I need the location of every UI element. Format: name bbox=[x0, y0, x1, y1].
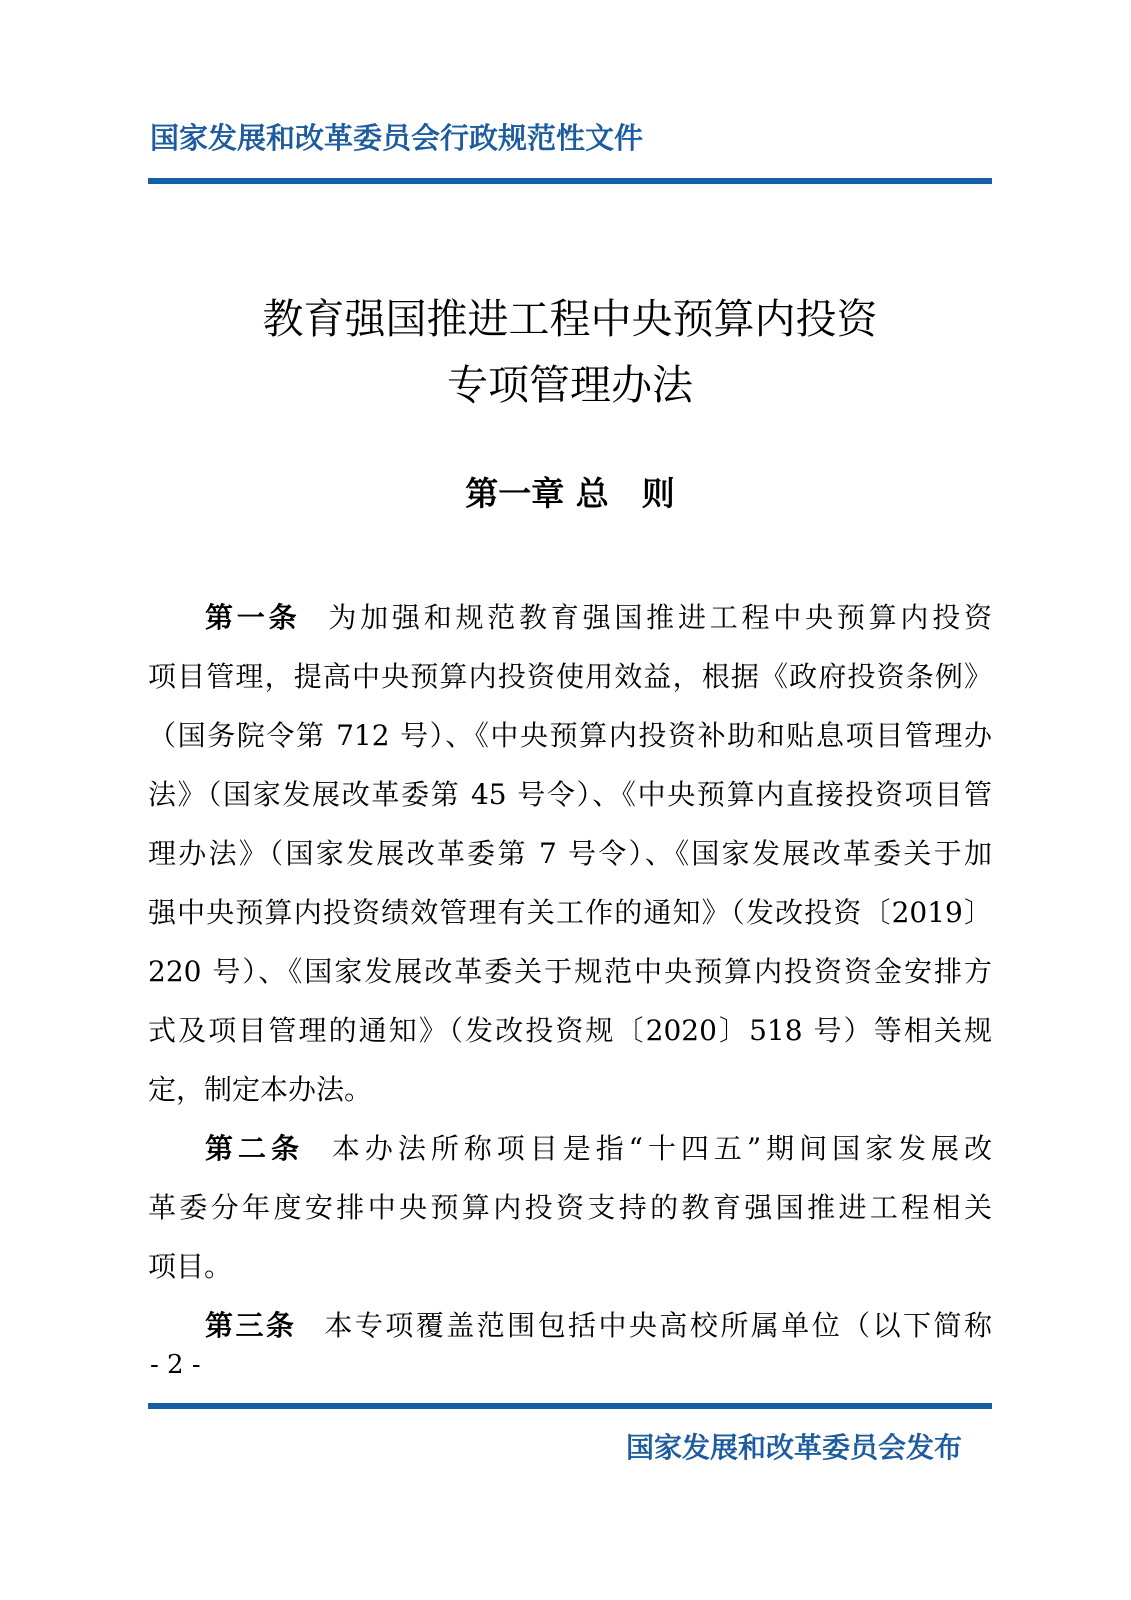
body-line-text: 本专项覆盖范围包括中央高校所属单位（以下简称 bbox=[324, 1309, 992, 1342]
body-line-text: （国务院令第 712 号）、《中央预算内投资补助和贴息项目管理办 bbox=[148, 719, 992, 752]
body-line bbox=[148, 1237, 992, 1296]
article-number: 第二条 bbox=[205, 1132, 304, 1165]
document-title bbox=[148, 286, 992, 418]
body-line bbox=[148, 765, 992, 824]
body-line-text: 为加强和规范教育强国推进工程中央预算内投资 bbox=[328, 601, 992, 634]
article-number: 第三条 bbox=[205, 1309, 297, 1342]
body-line bbox=[148, 883, 992, 942]
article-number: 第一条 bbox=[205, 601, 301, 634]
body-line-text: 强中央预算内投资绩效管理有关工作的通知》（发改投资〔2019〕 bbox=[148, 896, 992, 929]
header-rule bbox=[148, 178, 992, 184]
body-line-text: 项目。 bbox=[148, 1250, 233, 1283]
footer-publisher-label: 国家发展和改革委员会发布 bbox=[625, 1431, 962, 1464]
document-title-line2: 专项管理办法 bbox=[447, 361, 693, 409]
body-line bbox=[148, 1001, 992, 1060]
body-line bbox=[148, 1060, 992, 1119]
body-line bbox=[148, 942, 992, 1001]
body-line bbox=[148, 706, 992, 765]
body-line bbox=[148, 824, 992, 883]
page-number: - 2 - bbox=[150, 1350, 201, 1380]
chapter-heading: 第一章 总 则 bbox=[465, 474, 675, 513]
body-line-text: 式及项目管理的通知》（发改投资规〔2020〕518 号）等相关规 bbox=[148, 1014, 992, 1047]
body-line bbox=[148, 1119, 992, 1178]
body-line-text: 本办法所称项目是指“十四五”期间国家发展改 bbox=[331, 1132, 992, 1165]
body-line-text: 定，制定本办法。 bbox=[148, 1073, 373, 1106]
body-line bbox=[148, 647, 992, 706]
header-classification-label: 国家发展和改革委员会行政规范性文件 bbox=[150, 121, 644, 155]
body-line bbox=[148, 1178, 992, 1237]
footer-rule bbox=[148, 1403, 992, 1409]
body-line-text: 项目管理，提高中央预算内投资使用效益，根据《政府投资条例》 bbox=[148, 660, 992, 693]
body-line-text: 革委分年度安排中央预算内投资支持的教育强国推进工程相关 bbox=[148, 1191, 992, 1224]
body-line-text: 法》（国家发展改革委第 45 号令）、《中央预算内直接投资项目管 bbox=[148, 778, 992, 811]
body-line bbox=[148, 588, 992, 647]
document-title-line1: 教育强国推进工程中央预算内投资 bbox=[262, 295, 878, 343]
body-line-text: 理办法》（国家发展改革委第 7 号令）、《国家发展改革委关于加 bbox=[148, 837, 992, 870]
body-line bbox=[148, 1296, 992, 1355]
document-body bbox=[148, 588, 992, 1355]
body-line-text: 220 号）、《国家发展改革委关于规范中央预算内投资资金安排方 bbox=[148, 955, 992, 988]
